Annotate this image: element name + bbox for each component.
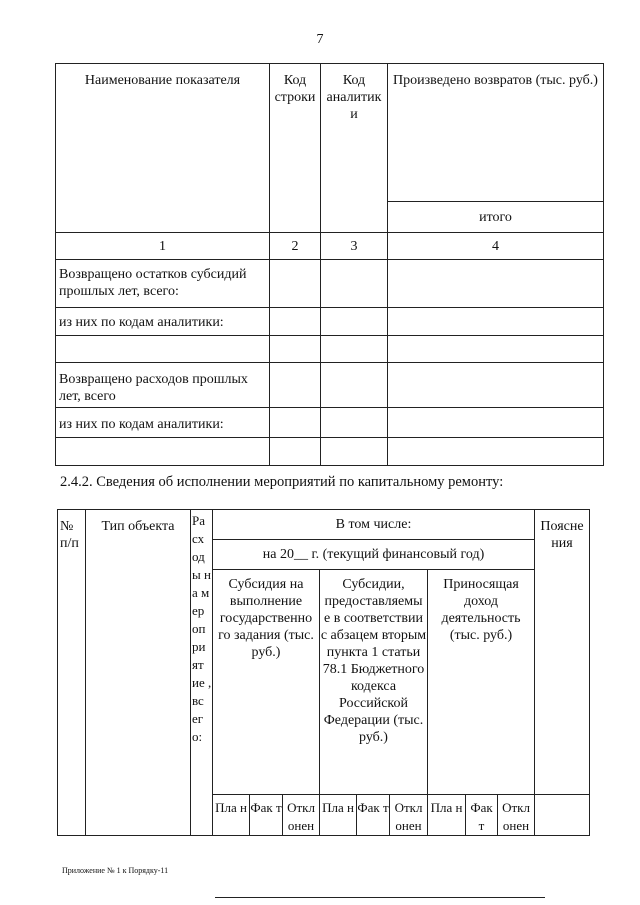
cell-value[interactable] (388, 308, 604, 336)
header-indicator-name: Наименование показателя (56, 64, 270, 233)
returns-table (55, 63, 604, 466)
subheader-deviation: Откл онен (390, 795, 428, 836)
col-number: 3 (321, 233, 388, 260)
cell-line-code[interactable] (270, 308, 321, 336)
col-number: 1 (56, 233, 270, 260)
header-returns: Произведено возвратов (тыс. руб.) (388, 64, 604, 202)
capital-repair-table (57, 509, 590, 836)
subheader-fact: Фак т (357, 795, 390, 836)
header-object-type: Тип объекта (86, 510, 191, 836)
header-line-code: Код строки (270, 64, 321, 233)
row-label: Возвращено расходов прошлых лет, всего (56, 363, 270, 408)
cell-value[interactable] (388, 408, 604, 438)
header-current-year: на 20__ г. (текущий финансовый год) (213, 540, 535, 570)
subheader-deviation: Откл онен (283, 795, 320, 836)
cell-value[interactable] (388, 336, 604, 363)
header-total: итого (388, 202, 604, 233)
cell-analytics-code[interactable] (321, 308, 388, 336)
header-total-expenses: Ра сх од ы на м ер оп ри ят ие , вс ег о: (191, 510, 213, 836)
col-number: 4 (388, 233, 604, 260)
row-label: из них по кодам аналитики: (56, 308, 270, 336)
cell-line-code[interactable] (270, 260, 321, 308)
cell-line-code[interactable] (270, 408, 321, 438)
cell-line-code[interactable] (270, 336, 321, 363)
subheader-plan: Пла н (428, 795, 466, 836)
cell-analytics-code[interactable] (321, 408, 388, 438)
header-in-total: В том числе: (213, 510, 535, 540)
row-label (56, 336, 270, 363)
cell-analytics-code[interactable] (321, 260, 388, 308)
subheader-fact: Фак т (250, 795, 283, 836)
subheader-fact: Фак т (466, 795, 498, 836)
cell-explanation[interactable] (535, 795, 590, 836)
cell-line-code[interactable] (270, 363, 321, 408)
page-number: 7 (316, 32, 324, 47)
cell-analytics-code[interactable] (321, 336, 388, 363)
cell-value[interactable] (388, 363, 604, 408)
cell-line-code[interactable] (270, 438, 321, 466)
footer-rule (215, 897, 545, 898)
row-label (56, 438, 270, 466)
cell-analytics-code[interactable] (321, 438, 388, 466)
cell-value[interactable] (388, 438, 604, 466)
header-explanation: Поясне ния (535, 510, 590, 795)
header-analytics-code: Код аналитик и (321, 64, 388, 233)
col-number: 2 (270, 233, 321, 260)
cell-value[interactable] (388, 260, 604, 308)
header-subsidy-78: Субсидии, предоставляемы е в соответствии с абзацем вторым пункта 1 статьи 78.1 Бюджетного кодекса Российской Федерации (тыс. руб.) (320, 570, 428, 795)
cell-analytics-code[interactable] (321, 363, 388, 408)
row-label: Возвращено остатков субсидий прошлых лет, всего: (56, 260, 270, 308)
subheader-deviation: Откл онен (498, 795, 535, 836)
subheader-plan: Пла н (213, 795, 250, 836)
header-subsidy-task: Субсидия на выполнение государственно го задания (тыс. руб.) (213, 570, 320, 795)
row-label: из них по кодам аналитики: (56, 408, 270, 438)
subheader-plan: Пла н (320, 795, 357, 836)
section-title: 2.4.2. Сведения об исполнении мероприятий по капитальному ремонту: (60, 474, 504, 490)
header-num: № п/п (58, 510, 86, 836)
footer-note: Приложение № 1 к Порядку-11 (62, 866, 169, 875)
header-income-activity: Приносящая доход деятельность (тыс. руб.) (428, 570, 535, 795)
